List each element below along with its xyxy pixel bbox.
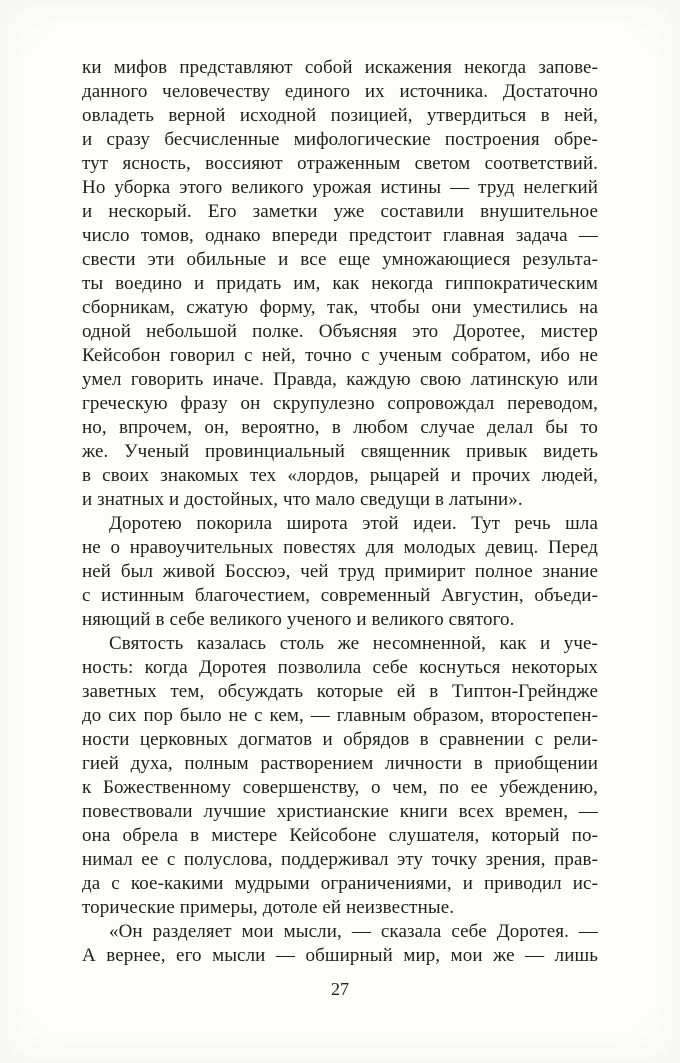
- text-line: и нескорый. Его заметки уже составили внушительное: [82, 201, 598, 222]
- text-line: данного человечеству единого их источника. Достаточно: [82, 81, 598, 102]
- text-line: Кейсобон говорил с ней, точно с ученым собратом, ибо не: [82, 345, 598, 366]
- text-line: не о нравоучительных повестях для молодых девиц. Перед: [82, 537, 598, 558]
- text-line: с истинным благочестием, современный Августин, объеди-: [82, 585, 598, 606]
- text-line: и знатных и достойных, что мало сведущи в латыни».: [82, 489, 523, 510]
- text-line: ность: когда Доротея позволила себе коснуться некоторых: [82, 657, 598, 678]
- text-line: она обрела в мистере Кейсобоне слушателя, который по-: [82, 825, 598, 846]
- text-line: заветных тем, обсуждать которые ей в Типтон-Грейндже: [82, 681, 598, 702]
- text-line: ней был живой Боссюэ, чей труд примирит полное знание: [82, 561, 598, 582]
- page-number: 27: [331, 979, 349, 999]
- text-line: ки мифов представляют собой искажения некогда запове-: [82, 57, 598, 78]
- text-line: нимал ее с полуслова, поддерживал эту точку зрения, прав-: [82, 849, 598, 870]
- text-line: к Божественному совершенству, о чем, по ее убеждению,: [82, 777, 598, 798]
- text-line: число томов, однако впереди предстоит главная задача —: [82, 225, 598, 246]
- text-line: А вернее, его мысли — обширный мир, мои же — лишь: [82, 945, 598, 966]
- text-line: повествовали лучшие христианские книги всех времен, —: [82, 801, 598, 822]
- text-line: и сразу бесчисленные мифологические построения обре-: [82, 129, 598, 150]
- text-line: Но уборка этого великого урожая истины — труд нелегкий: [82, 177, 598, 198]
- text-line: тут ясность, воссияют отраженным светом соответствий.: [82, 153, 598, 174]
- text-line: Доротею покорила широта этой идеи. Тут речь шла: [109, 513, 598, 534]
- text-line: овладеть верной исходной позицией, утвердиться в ней,: [82, 105, 598, 126]
- text-line: да с кое-какими мудрыми ограничениями, и приводил ис-: [82, 873, 598, 894]
- text-line: но, впрочем, он, вероятно, в любом случае делал бы то: [82, 417, 598, 438]
- text-line: сборникам, сжатую форму, так, чтобы они уместились на: [82, 297, 598, 318]
- text-line: свести эти обильные и все еще умножающиеся результа-: [82, 249, 598, 270]
- text-line: ности церковных догматов и обрядов в сравнении с рели-: [82, 729, 598, 750]
- text-line: одной небольшой полке. Объясняя это Доротее, мистер: [82, 321, 598, 342]
- text-line: торические примеры, дотоле ей неизвестные.: [82, 897, 455, 918]
- text-line: няющий в себе великого ученого и великого святого.: [82, 609, 515, 630]
- text-line: же. Ученый провинциальный священник привык видеть: [82, 441, 598, 462]
- page-text-block: [82, 56, 598, 968]
- text-line: до сих пор было не с кем, — главным образом, второстепен-: [82, 705, 598, 726]
- text-line: гией духа, полным растворением личности в приобщении: [82, 753, 598, 774]
- text-line: греческую фразу он скрупулезно сопровождал переводом,: [82, 393, 598, 414]
- text-line: «Он разделяет мои мысли, — сказала себе Доротея. —: [109, 921, 598, 942]
- text-line: в своих знакомых тех «лордов, рыцарей и прочих людей,: [82, 465, 598, 486]
- text-line: умел говорить иначе. Правда, каждую свою латинскую или: [82, 369, 598, 390]
- text-line: ты воедино и придать им, как некогда гиппократическим: [82, 273, 598, 294]
- text-line: Святость казалась столь же несомненной, как и уче-: [109, 633, 598, 654]
